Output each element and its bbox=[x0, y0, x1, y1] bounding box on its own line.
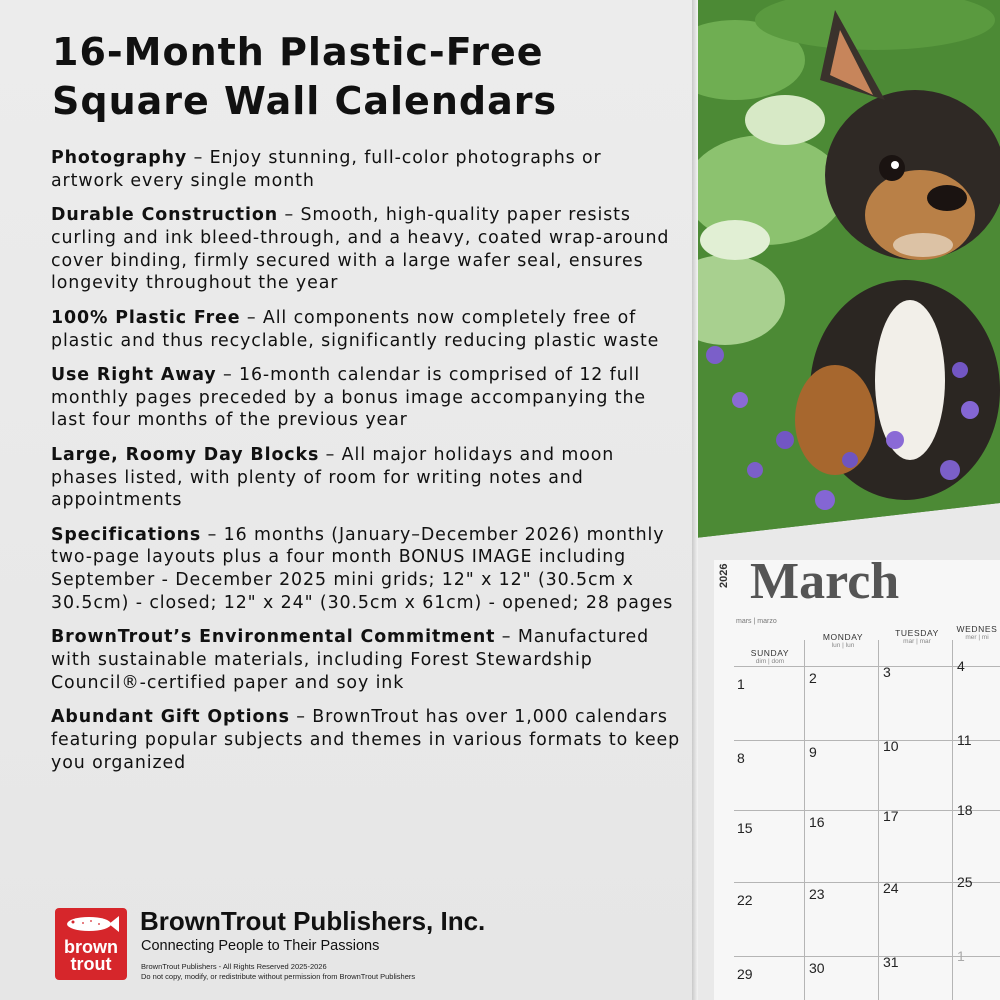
feature-photography bbox=[51, 147, 681, 193]
logo-word-trout: trout bbox=[70, 954, 112, 974]
calendar-month-translations: mars | marzo bbox=[736, 618, 777, 625]
calendar-date: 1 bbox=[957, 948, 965, 964]
calendar-date: 10 bbox=[883, 738, 899, 754]
calendar-date: 8 bbox=[737, 750, 745, 766]
feature-environmental-commitment bbox=[51, 626, 681, 694]
feature-heading: 100% Plastic Free bbox=[51, 307, 241, 328]
calendar-date: 4 bbox=[957, 658, 965, 674]
feature-text: – BrownTrout has over 1,000 calendars featuring popular subjects and themes in various formats to keep you organized bbox=[51, 707, 681, 773]
trout-icon bbox=[61, 913, 121, 935]
chihuahua-photo bbox=[695, 0, 1000, 538]
title-line-2: Square Wall Calendars bbox=[52, 79, 558, 123]
day-name-translation: dim | dom bbox=[755, 658, 785, 665]
logo-word-brown: brown bbox=[64, 937, 118, 957]
feature-specifications bbox=[51, 524, 681, 615]
publisher-tagline: Connecting People to Their Passions bbox=[141, 938, 380, 954]
feature-list bbox=[51, 147, 681, 786]
feature-text: – 16 months (January–December 2026) monthly two-page layouts plus a four month BONUS IMAGE including September - December 2025 mini grids; 12" x 12" (30.5cm x 30.5cm) - closed; 12" x 24" (30.5cm x 61cm) - opened; 28 pages bbox=[51, 524, 674, 614]
page-title bbox=[52, 28, 672, 126]
feature-text: – 16-month calendar is comprised of 12 full monthly pages preceded by a bonus image accompanying the last four months of the previous year bbox=[51, 364, 646, 431]
calendar-day-header bbox=[954, 624, 1000, 641]
day-name: WEDNES bbox=[956, 624, 998, 634]
calendar-date: 25 bbox=[957, 874, 973, 890]
feature-heading: Specifications bbox=[51, 524, 202, 545]
publisher-name: BrownTrout Publishers, Inc. bbox=[140, 906, 486, 936]
calendar-date: 18 bbox=[957, 802, 973, 818]
calendar-date: 23 bbox=[809, 886, 825, 902]
calendar-col-line bbox=[952, 640, 953, 1000]
feature-text: – Enjoy stunning, full-color photographs or artwork every single month bbox=[51, 148, 602, 191]
copyright-line-1: BrownTrout Publishers - All Rights Reserved 2025-2026 bbox=[141, 962, 327, 971]
page-fold-shadow bbox=[692, 0, 698, 1000]
calendar-col-line bbox=[804, 640, 805, 1000]
calendar-year: 2026 bbox=[718, 563, 730, 588]
title-line-1: 16-Month Plastic-Free bbox=[52, 30, 544, 74]
day-name: MONDAY bbox=[822, 632, 864, 642]
feature-heading: Photography bbox=[51, 148, 188, 168]
feature-text: – All components now completely free of plastic and thus recyclable, significantly reducing plastic waste bbox=[51, 307, 660, 351]
day-name-translation: mar | mar bbox=[903, 638, 931, 645]
calendar-date: 24 bbox=[883, 880, 899, 896]
day-name-translation: mer | mi bbox=[965, 634, 989, 641]
calendar-date: 9 bbox=[809, 744, 817, 760]
calendar-date: 1 bbox=[737, 676, 745, 692]
feature-heading: BrownTrout’s Environmental Commitment bbox=[51, 627, 496, 648]
copyright-line-2: Do not copy, modify, or redistribute without permission from BrownTrout Publishers bbox=[141, 972, 416, 981]
calendar-date: 11 bbox=[957, 732, 972, 748]
calendar-date: 17 bbox=[883, 808, 899, 824]
calendar-date: 16 bbox=[809, 814, 825, 830]
calendar-day-header bbox=[880, 628, 954, 645]
calendar-date: 3 bbox=[883, 664, 891, 680]
calendar-date: 29 bbox=[737, 966, 753, 982]
calendar-date: 22 bbox=[737, 892, 753, 908]
calendar-col-line bbox=[878, 640, 879, 1000]
feature-text: – Smooth, high-quality paper resists curling and ink bleed-through, and a heavy, coated wrap-around cover binding, firmly secured with a large wafer seal, ensures longevity throughout the year bbox=[51, 205, 670, 294]
feature-heading: Use Right Away bbox=[51, 364, 217, 385]
copyright-notice bbox=[141, 962, 415, 982]
browntrout-logo bbox=[55, 908, 127, 980]
feature-text: – Manufactured with sustainable materials, including Forest Stewardship Council®-certified paper and soy ink bbox=[51, 627, 650, 693]
feature-heading: Large, Roomy Day Blocks bbox=[51, 444, 320, 465]
day-name: TUESDAY bbox=[895, 628, 939, 638]
logo-wordmark bbox=[55, 939, 127, 973]
calendar-date: 2 bbox=[809, 670, 817, 686]
feature-heading: Durable Construction bbox=[51, 205, 279, 226]
feature-durable-construction bbox=[51, 204, 681, 295]
feature-heading: Abundant Gift Options bbox=[51, 707, 290, 728]
calendar-date: 30 bbox=[809, 960, 825, 976]
calendar-date: 15 bbox=[737, 820, 753, 836]
feature-use-right-away bbox=[51, 364, 681, 432]
calendar-date: 31 bbox=[883, 954, 899, 970]
day-name: SUNDAY bbox=[750, 648, 790, 658]
feature-day-blocks bbox=[51, 444, 681, 512]
feature-text: – All major holidays and moon phases listed, with plenty of room for writing notes and appointments bbox=[51, 444, 615, 511]
feature-plastic-free bbox=[51, 307, 681, 353]
dog-photo-illustration bbox=[695, 0, 1000, 538]
calendar-day-header bbox=[806, 632, 880, 649]
day-name-translation: lun | lun bbox=[831, 642, 855, 649]
feature-gift-options bbox=[51, 706, 681, 774]
calendar-day-header bbox=[734, 648, 806, 665]
calendar-month-title: March bbox=[750, 553, 900, 610]
